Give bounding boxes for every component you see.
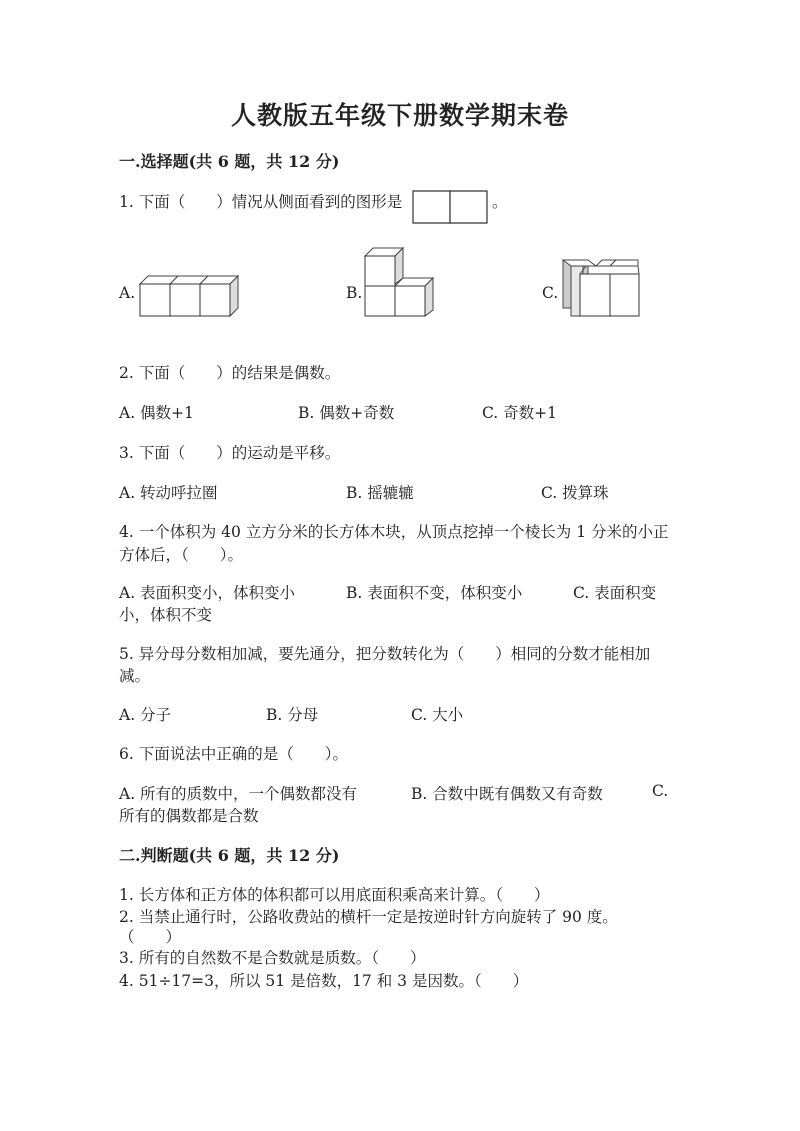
question-3-option-c: C. 拨算珠: [541, 484, 609, 502]
question-6-option-a: A. 所有的质数中，一个偶数都没有: [119, 785, 358, 803]
judge-item-2: 2. 当禁止通行时，公路收费站的横杆一定是按逆时针方向旋转了 90 度。: [119, 908, 618, 926]
judge-item-1: 1. 长方体和正方体的体积都可以用底面积乘高来计算。（ ）: [119, 886, 550, 904]
cube-l-shape-icon: [362, 244, 442, 322]
question-5-option-b: B. 分母: [266, 706, 319, 724]
section-heading-judge: 二.判断题(共 6 题，共 12 分): [119, 846, 340, 865]
question-3-option-b: B. 摇辘辘: [346, 484, 414, 502]
page-title: 人教版五年级下册数学期末卷: [230, 101, 569, 130]
question-2-option-a: A. 偶数+1: [119, 404, 194, 422]
question-5-option-a: A. 分子: [119, 706, 172, 724]
question-1-stem: [119, 190, 402, 212]
question-4-option-c-continued: 小，体积不变: [119, 606, 213, 624]
question-4-option-a: A. 表面积变小，体积变小: [119, 584, 296, 602]
question-4-stem-line-2: 方体后，（ ）。: [119, 546, 244, 564]
question-2-option-c: C. 奇数+1: [482, 404, 558, 422]
judge-item-2-bracket: （ ）: [119, 928, 182, 946]
question-6-option-b: B. 合数中既有偶数又有奇数: [411, 785, 603, 803]
question-5-option-c: C. 大小: [411, 706, 464, 724]
question-6-stem: 6. 下面说法中正确的是（ ）。: [119, 745, 348, 763]
question-4-option-b: B. 表面积不变，体积变小: [346, 584, 523, 602]
question-1-option-b: B.: [346, 284, 363, 302]
question-5-stem-line-1: 5. 异分母分数相加减，要先通分，把分数转化为（ ）相同的分数才能相加: [119, 645, 651, 663]
question-3-stem: 3. 下面（ ）的运动是平移。: [119, 444, 341, 462]
cube-row-three-icon: [136, 270, 246, 320]
question-1-option-c: C.: [542, 284, 559, 302]
judge-item-3: 3. 所有的自然数不是合数就是质数。（ ）: [119, 949, 426, 967]
side-view-two-squares-icon: [412, 190, 492, 224]
question-1-option-a: A.: [119, 284, 136, 302]
question-6-option-c-continued: 所有的偶数都是合数: [119, 807, 259, 825]
question-4-stem-line-1: 4. 一个体积为 40 立方分米的长方体木块，从顶点挖掉一个棱长为 1 分米的小正: [119, 523, 669, 541]
question-1-end: 。: [492, 193, 508, 211]
question-2-stem: 2. 下面（ ）的结果是偶数。: [119, 364, 341, 382]
judge-item-4: 4. 51÷17=3，所以 51 是倍数，17 和 3 是因数。（ ）: [119, 972, 529, 990]
section-heading-choice: 一.选择题(共 6 题，共 12 分): [119, 152, 340, 171]
question-4-option-c: C. 表面积变: [573, 584, 657, 602]
question-2-option-b: B. 偶数+奇数: [298, 404, 395, 422]
cube-stack-icon: [558, 256, 644, 320]
question-6-option-c: C.: [652, 782, 669, 800]
question-1-text: 1. 下面（ ）情况从侧面看到的图形是: [119, 193, 403, 211]
question-3-option-a: A. 转动呼拉圈: [119, 484, 218, 502]
question-5-stem-line-2: 减。: [119, 667, 151, 685]
